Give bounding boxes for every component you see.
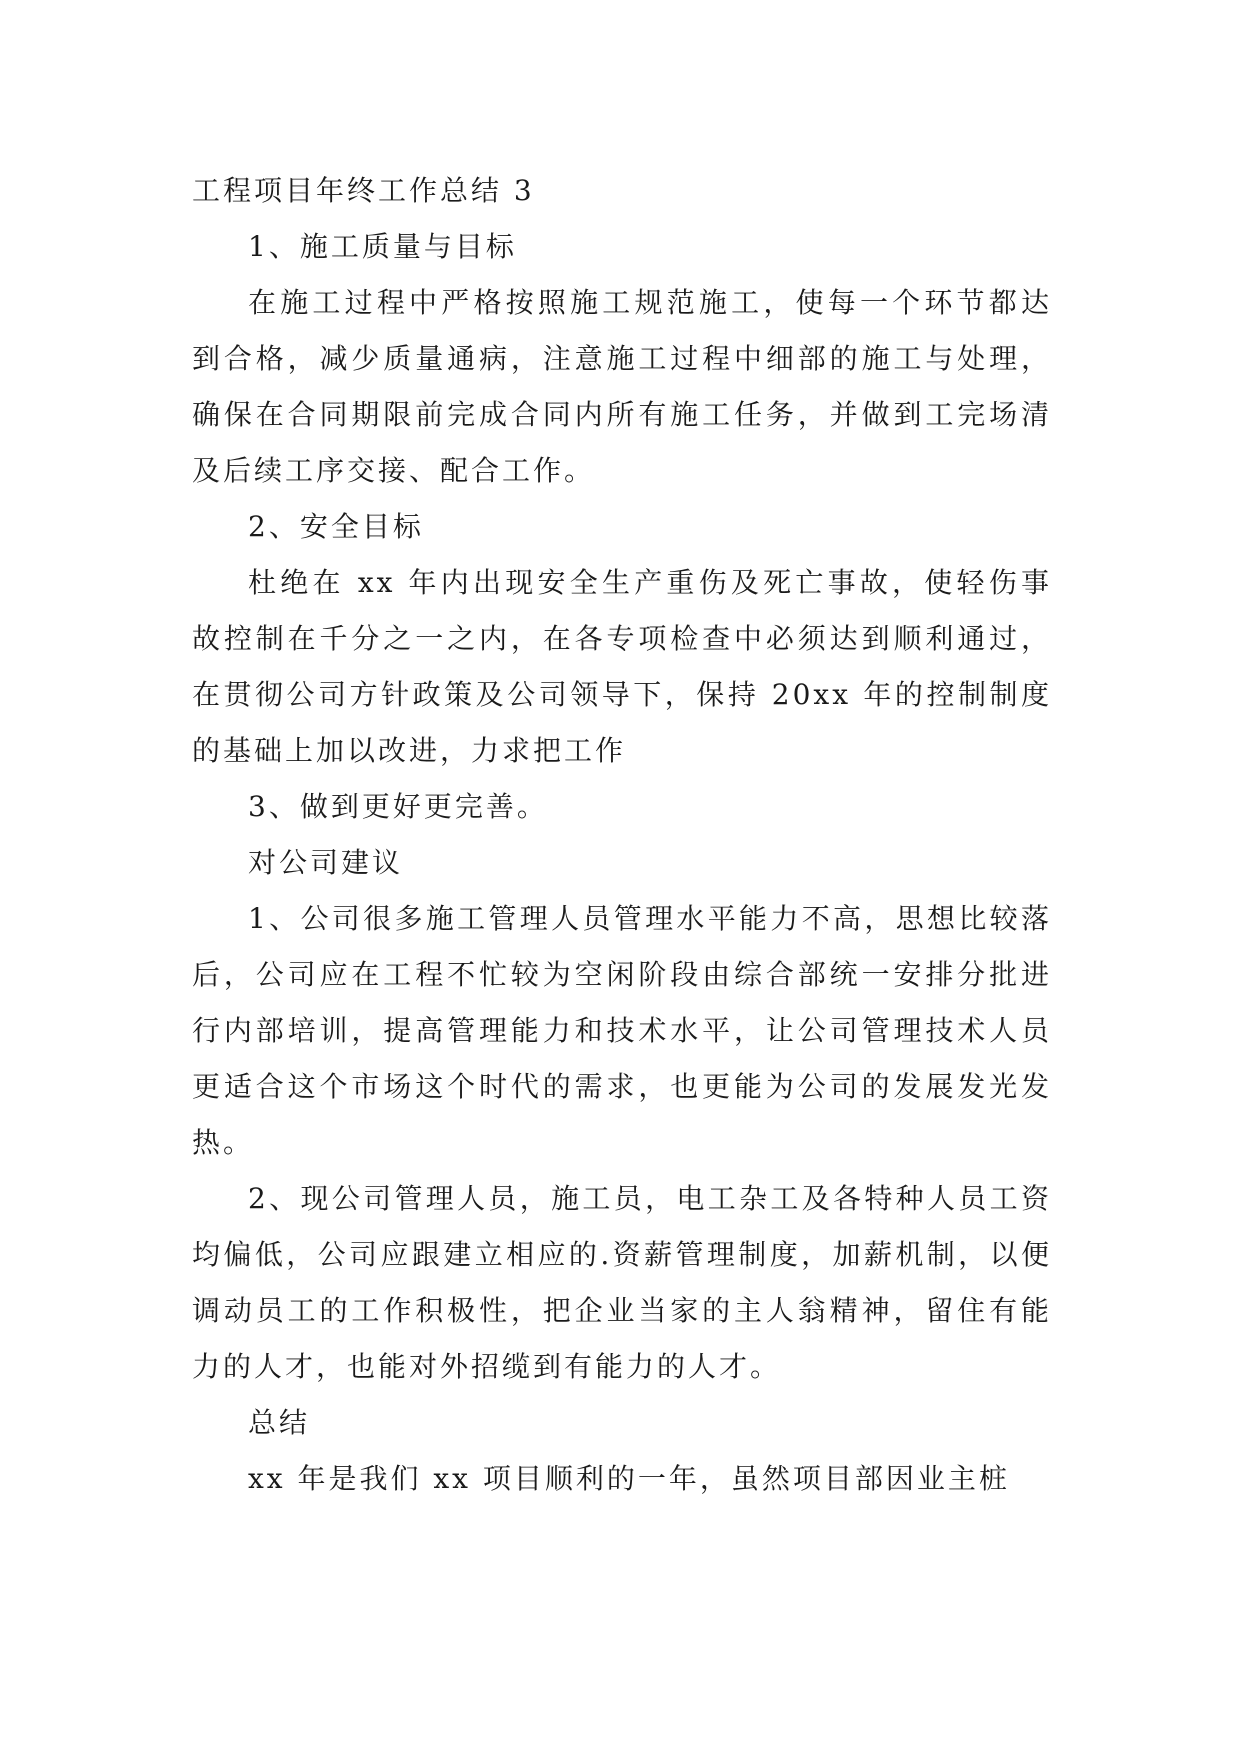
heading-construction-quality: 1、施工质量与目标 [248, 230, 517, 263]
document-title: 工程项目年终工作总结 3 [192, 174, 535, 207]
heading-company-suggestions: 对公司建议 [248, 846, 404, 879]
heading-safety-target: 2、安全目标 [248, 510, 424, 543]
paragraph-summary: xx 年是我们 xx 项目顺利的一年，虽然项目部因业主桩 [248, 1462, 1010, 1495]
document-body [192, 163, 1052, 1507]
heading-summary: 总结 [248, 1406, 311, 1439]
paragraph-construction-quality: 在施工过程中严格按照施工规范施工，使每一个环节都达到合格，减少质量通病，注意施工过程中细部的施工与处理，确保在合同期限前完成合同内所有施工任务，并做到工完场清及后续工序交接、配合工作。 [192, 286, 1052, 487]
heading-improvement: 3、做到更好更完善。 [248, 790, 548, 823]
paragraph-suggestion-salary: 2、现公司管理人员，施工员，电工杂工及各特种人员工资均偏低，公司应跟建立相应的.资薪管理制度，加薪机制，以便调动员工的工作积极性，把企业当家的主人翁精神，留住有能力的人才，也能对外招缆到有能力的人才。 [192, 1182, 1052, 1383]
paragraph-safety-target: 杜绝在 xx 年内出现安全生产重伤及死亡事故，使轻伤事故控制在千分之一之内，在各专项检查中必须达到顺利通过，在贯彻公司方针政策及公司领导下，保持 20xx 年的控制制度的基础上加以改进，力求把工作 [192, 566, 1052, 767]
paragraph-suggestion-training: 1、公司很多施工管理人员管理水平能力不高，思想比较落后，公司应在工程不忙较为空闲阶段由综合部统一安排分批进行内部培训，提高管理能力和技术水平，让公司管理技术人员更适合这个市场这个时代的需求，也更能为公司的发展发光发热。 [192, 902, 1052, 1159]
